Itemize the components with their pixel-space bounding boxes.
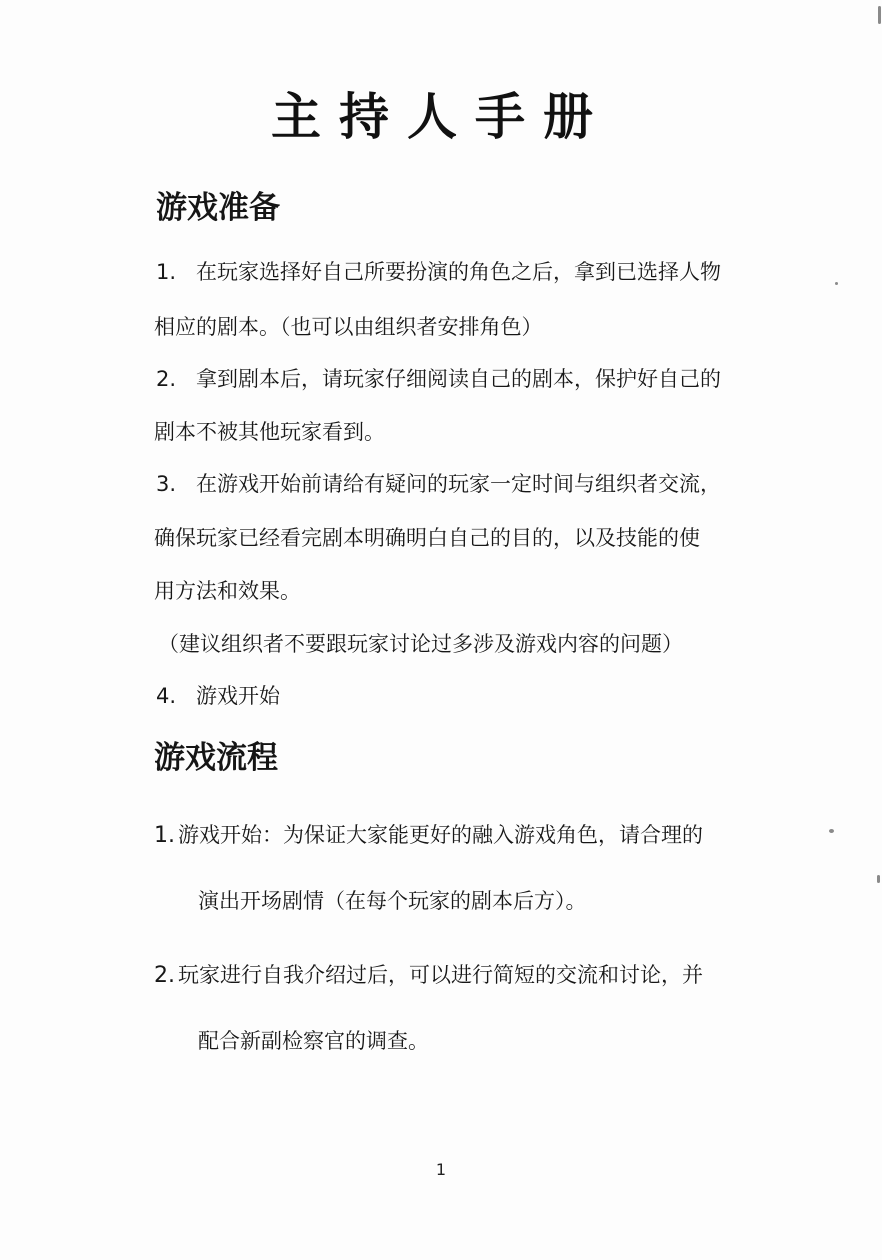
preparation-step-3 (156, 469, 721, 499)
step-number: 1. (156, 260, 177, 284)
section-heading-flow: 游戏流程 (154, 740, 278, 776)
preparation-step-1 (156, 257, 721, 287)
preparation-note: （建议组织者不要跟玩家讨论过多涉及游戏内容的问题） (158, 632, 683, 656)
scan-speck (835, 282, 838, 285)
step-number: 2. (156, 367, 177, 391)
flow-step-1-continued: 演出开场剧情（在每个玩家的剧本后方）。 (198, 889, 587, 913)
step-number: 1. (154, 823, 175, 848)
manual-title: 主持人手册 (271, 87, 611, 146)
step-text: 拿到剧本后，请玩家仔细阅读自己的剧本，保护好自己的 (196, 367, 721, 391)
step-text: 游戏开始 (196, 684, 280, 708)
flow-step-2-continued: 配合新副检察官的调查。 (198, 1029, 429, 1053)
preparation-step-2-continued: 剧本不被其他玩家看到。 (154, 420, 385, 444)
preparation-step-1-continued: 相应的剧本。（也可以由组织者安排角色） (154, 315, 543, 339)
preparation-step-3-continued: 用方法和效果。 (154, 579, 301, 603)
section-heading-preparation: 游戏准备 (156, 190, 280, 226)
preparation-step-3-continued: 确保玩家已经看完剧本明确明白自己的目的，以及技能的使 (154, 526, 700, 550)
step-number: 3. (156, 472, 177, 496)
flow-step-2 (154, 960, 703, 991)
page-number: 1 (435, 1160, 447, 1179)
step-text: 在玩家选择好自己所要扮演的角色之后，拿到已选择人物 (196, 260, 721, 284)
preparation-step-2 (156, 364, 721, 394)
step-text: 在游戏开始前请给有疑问的玩家一定时间与组织者交流， (196, 472, 721, 496)
scan-speck (878, 6, 881, 24)
step-text: 玩家进行自我介绍过后，可以进行简短的交流和讨论，并 (178, 963, 703, 987)
scan-speck (877, 875, 880, 883)
step-text: 游戏开始：为保证大家能更好的融入游戏角色，请合理的 (178, 823, 703, 847)
flow-step-1 (154, 820, 703, 851)
preparation-step-4 (156, 681, 280, 711)
step-number: 4. (156, 684, 177, 708)
scan-speck (829, 829, 834, 833)
step-number: 2. (154, 963, 175, 988)
